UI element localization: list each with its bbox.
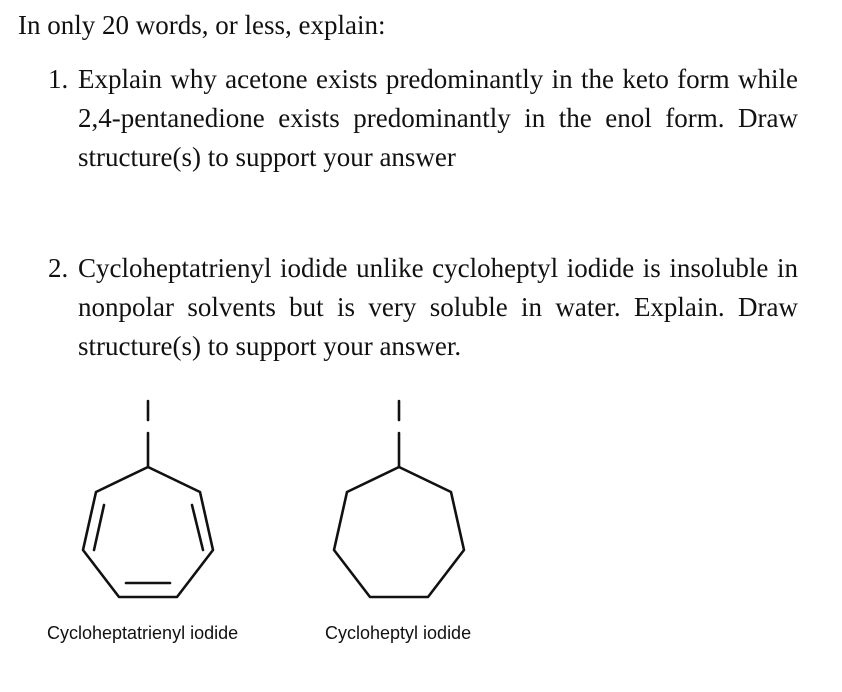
question-1-number: 1. — [48, 64, 69, 94]
caption-cycloheptatrienyl-iodide: Cycloheptatrienyl iodide — [47, 623, 239, 643]
cycloheptatrienyl-iodide-structure — [83, 401, 213, 597]
caption-cycloheptyl-iodide: Cycloheptyl iodide — [325, 623, 472, 643]
question-2-number: 2. — [48, 253, 69, 283]
cycloheptyl-iodide-structure — [334, 401, 464, 597]
question-1-text: Explain why acetone exists predominantly in the keto form while 2,4-pentanedione exists predominantly in the enol form. Draw structure(s) to support your answer — [78, 64, 798, 172]
instruction-text: In only 20 words, or less, explain: — [18, 10, 386, 40]
seven-membered-ring-left — [83, 467, 213, 597]
seven-membered-ring-right — [334, 467, 464, 597]
double-bond-inner-left — [94, 505, 104, 550]
question-2-text: Cycloheptatrienyl iodide unlike cycloheptyl iodide is insoluble in nonpolar solvents but is very soluble in water. Explain. Draw structure(s) to support your answer. — [78, 253, 798, 361]
double-bond-inner-right — [192, 505, 203, 550]
